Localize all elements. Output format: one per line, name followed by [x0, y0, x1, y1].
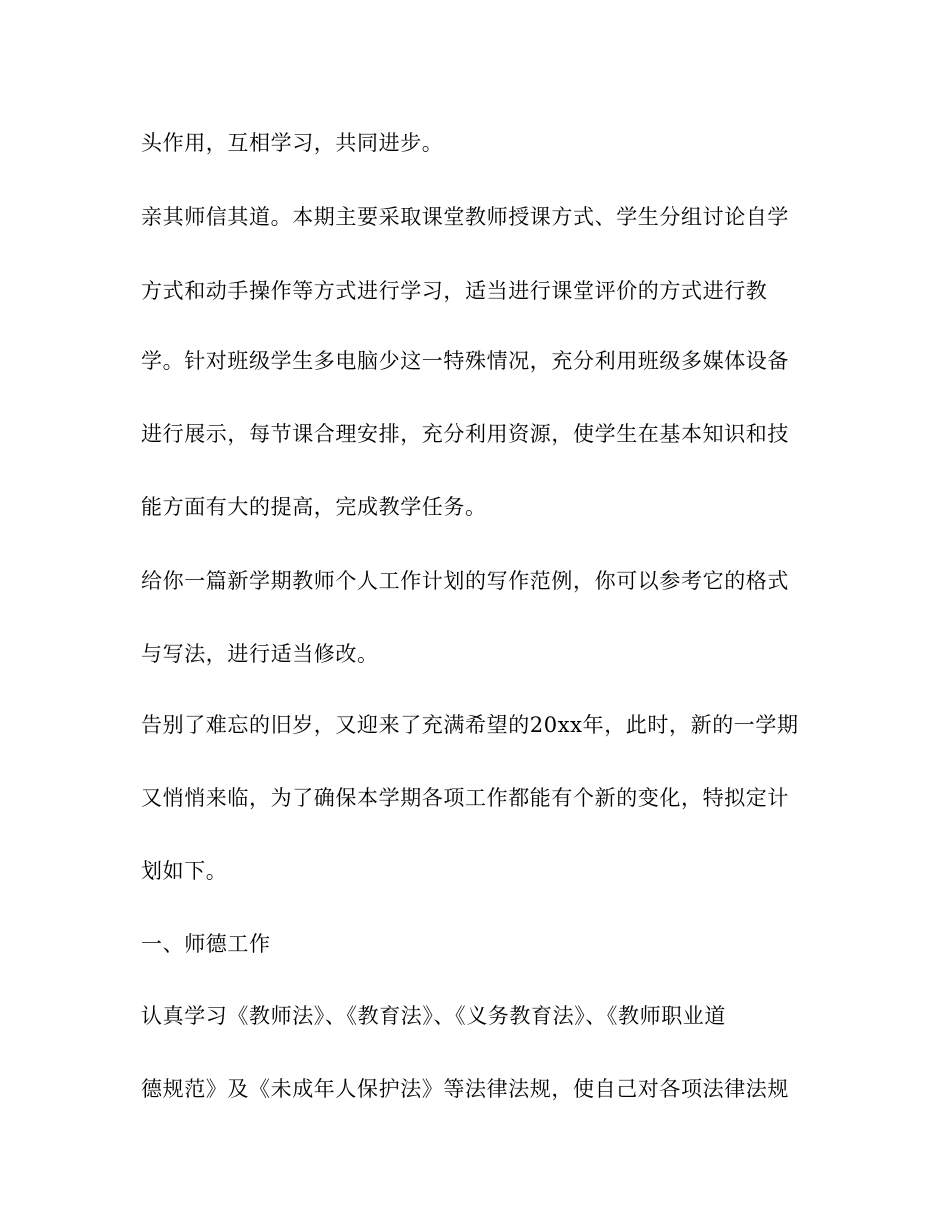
text-line: 学。针对班级学生多电脑少这一特殊情况，充分利用班级多媒体设备	[141, 349, 789, 373]
text-line: 认真学习《教师法》、《教育法》、《义务教育法》、《教师职业道	[141, 1004, 726, 1028]
text-line: 亲其师信其道。本期主要采取课堂教师授课方式、学生分组讨论自学	[141, 205, 789, 229]
text-line: 头作用，互相学习，共同进步。	[141, 131, 444, 155]
text-line: 能方面有大的提高，完成教学任务。	[141, 495, 487, 519]
text-line: 与写法，进行适当修改。	[141, 642, 379, 666]
text-line: 给你一篇新学期教师个人工作计划的写作范例，你可以参考它的格式	[141, 569, 789, 593]
text-line: 进行展示，每节课合理安排，充分利用资源，使学生在基本知识和技	[141, 422, 789, 446]
text-line: 德规范》及《未成年人保护法》等法律法规，使自己对各项法律法规	[141, 1077, 789, 1101]
text-line: 方式和动手操作等方式进行学习，适当进行课堂评价的方式进行教	[141, 279, 768, 303]
text-line: 又悄悄来临，为了确保本学期各项工作都能有个新的变化，特拟定计	[141, 786, 789, 810]
text-line: 告别了难忘的旧岁，又迎来了充满希望的20xx年，此时，新的一学期	[141, 713, 799, 737]
section-heading: 一、师德工作	[141, 932, 271, 956]
text-line: 划如下。	[141, 859, 228, 883]
